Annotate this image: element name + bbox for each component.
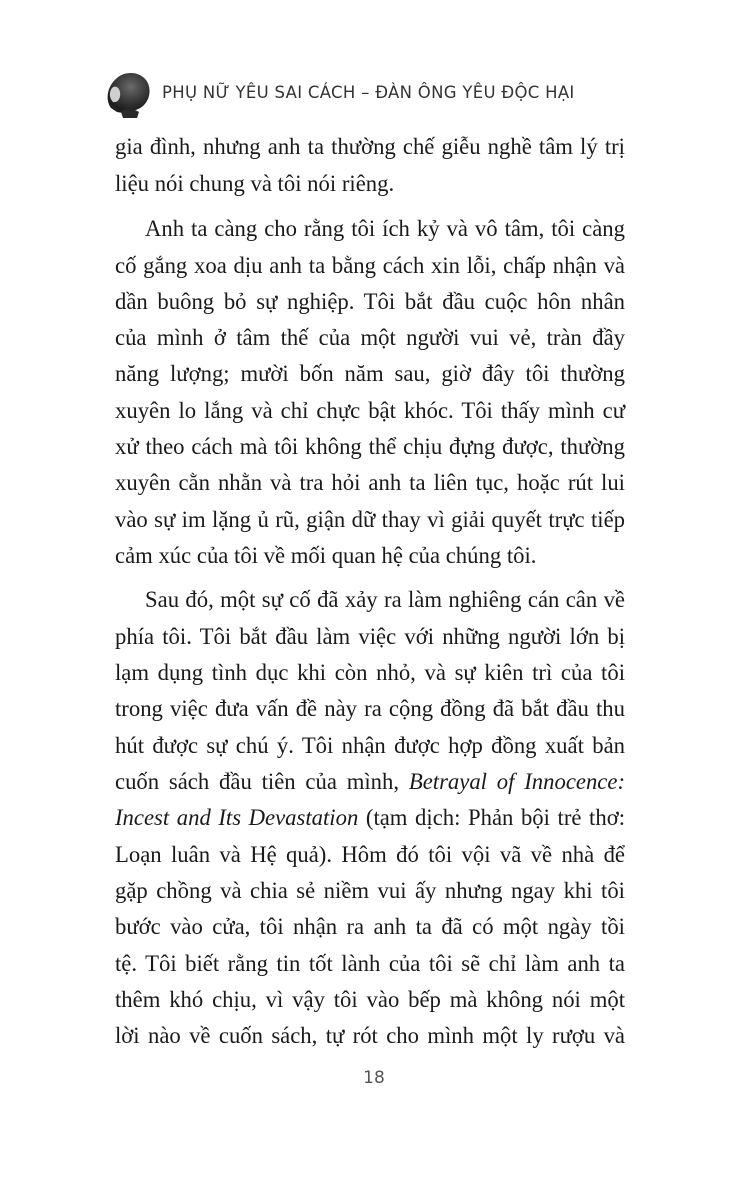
body-line: tệ. Tôi biết rằng tin tốt lành của tôi sẽ chỉ làm anh ta (115, 951, 625, 976)
body-line: phía tôi. Tôi bắt đầu làm việc với những người lớn bị (115, 624, 625, 649)
page-number: 18 (363, 1068, 385, 1088)
body-line: năng lượng; mười bốn năm sau, giờ đây tôi thường (115, 361, 625, 386)
body-text-segment: cuốn sách đầu tiên của mình, (115, 769, 409, 794)
body-line: dần buông bỏ sự nghiệp. Tôi bắt đầu cuộc hôn nhân (115, 289, 625, 314)
body-line: gia đình, nhưng anh ta thường chế giễu nghề tâm lý trị (115, 134, 625, 159)
body-line: xử theo cách mà tôi không thể chịu đựng được, thường (115, 434, 625, 459)
running-head (103, 68, 663, 118)
body-line: Loạn luân và Hệ quả). Hôm đó tôi vội vã về nhà để (115, 842, 625, 867)
body-line (115, 766, 625, 798)
body-line: trong việc đưa vấn đề này ra cộng đồng đã bắt đầu thu (115, 696, 625, 721)
woman-silhouette-logo (103, 68, 155, 118)
book-title-italic: Incest and Its Devastation (115, 805, 359, 830)
body-line: cảm xúc của tôi về mối quan hệ của chúng tôi. (115, 543, 537, 568)
body-line: thêm khó chịu, vì vậy tôi vào bếp mà không nói một (115, 987, 625, 1012)
body-line: Anh ta càng cho rằng tôi ích kỷ và vô tâm, tôi càng (145, 216, 625, 241)
body-line: liệu nói chung và tôi nói riêng. (115, 171, 395, 196)
body-line: lời nào về cuốn sách, tự rót cho mình một ly rượu và (115, 1023, 625, 1048)
body-line: xuyên cằn nhằn và tra hỏi anh ta liên tục, hoặc rút lui (115, 470, 625, 495)
body-line (115, 802, 625, 834)
body-line: xuyên lo lắng và chỉ chực bật khóc. Tôi thấy mình cư (115, 398, 625, 423)
body-line: cố gắng xoa dịu anh ta bằng cách xin lỗi, chấp nhận và (115, 253, 625, 278)
body-line: hút được sự chú ý. Tôi nhận được hợp đồng xuất bản (115, 733, 625, 758)
body-line: Sau đó, một sự cố đã xảy ra làm nghiêng cán cân về (145, 587, 625, 612)
book-title-italic: Betrayal of Innocence: (408, 769, 625, 794)
body-text-segment: (tạm dịch: Phản bội trẻ thơ: (358, 805, 625, 830)
body-line: của mình ở tâm thế của một người vui vẻ, tràn đầy (115, 325, 625, 350)
running-head-title: PHỤ NỮ YÊU SAI CÁCH – ĐÀN ÔNG YÊU ĐỘC HẠI (162, 83, 575, 102)
body-line: vào sự im lặng ủ rũ, giận dữ thay vì giải quyết trực tiếp (115, 507, 625, 532)
body-line: lạm dụng tình dục khi còn nhỏ, và sự kiên trì của tôi (115, 660, 625, 685)
body-line: gặp chồng và chia sẻ niềm vui ấy nhưng ngay khi tôi (115, 878, 625, 903)
body-line: bước vào cửa, tôi nhận ra anh ta đã có một ngày tồi (115, 914, 625, 939)
